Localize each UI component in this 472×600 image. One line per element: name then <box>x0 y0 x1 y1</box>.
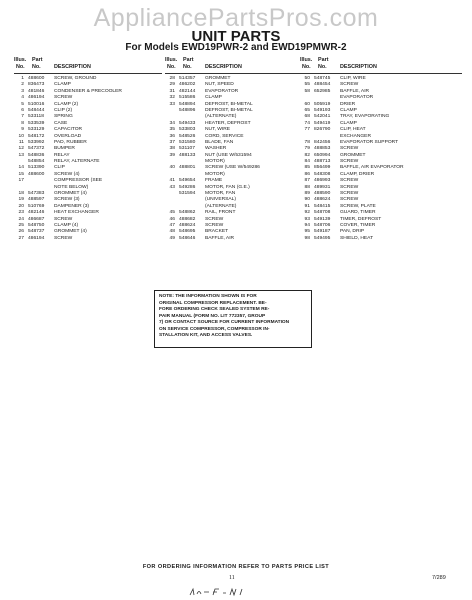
illus-number: 68 <box>304 114 310 120</box>
illus-number: 28 <box>169 76 175 81</box>
parts-row <box>300 236 462 242</box>
illus-number: 95 <box>304 229 310 235</box>
illus-header-label: Illus. <box>165 57 178 63</box>
part-description: CLAMP <box>340 120 357 126</box>
ordering-footer: FOR ORDERING INFORMATION REFER TO PARTS PRICE LIST <box>142 564 330 570</box>
part-number: 488624 <box>314 197 331 203</box>
part-number: 856499 <box>314 165 331 171</box>
part-description: BRACKET <box>205 229 229 235</box>
part-description: HEATER, DEFROST <box>205 120 251 126</box>
page-title: UNIT PARTS <box>191 28 281 45</box>
illus-number: 3 <box>21 88 24 94</box>
part-description: CORD, SERVICE <box>205 133 244 139</box>
illus-number: 9 <box>21 127 24 133</box>
part-description: NOTE BELOW) <box>54 184 89 190</box>
part-number: 486194 <box>28 95 45 101</box>
part-description: DRIER <box>340 101 356 107</box>
part-description: CONDENSER & PRECOOLER <box>54 88 122 94</box>
parts-column-1 <box>14 57 162 242</box>
part-number: 486202 <box>179 82 196 88</box>
illus-number: 84 <box>304 159 310 165</box>
part-description: HEAT EXCHANGER <box>54 210 99 216</box>
part-description: CLAMP, DRIER <box>340 171 375 177</box>
part-header-label: Part <box>183 57 194 63</box>
part-description: DEFROST, BI-METAL <box>205 101 253 107</box>
part-header-label: Part <box>318 57 329 63</box>
illus-number: 90 <box>304 197 310 203</box>
illus-number: 13 <box>18 152 24 158</box>
illus-number: 87 <box>304 178 310 184</box>
note-line: PAIR MANUAL (FORM NO. LIT 772357, GROUP <box>159 313 266 319</box>
part-number: 513390 <box>28 165 45 171</box>
part-number: 488682 <box>179 216 196 222</box>
part-number: 548308 <box>314 171 331 177</box>
part-description: EVAPORATOR <box>340 95 374 101</box>
page-subtitle: For Models EWD19PWR-2 and EWD19PMWR-2 <box>125 42 347 53</box>
part-number: 533803 <box>179 127 196 133</box>
part-description: CLAMP <box>340 107 357 113</box>
part-description: COMPRESSOR (SEE <box>54 178 103 184</box>
part-number: 548894 <box>179 101 196 107</box>
illus-number: 19 <box>18 197 24 203</box>
description-header: DESCRIPTION <box>205 64 242 70</box>
illus-number: 1 <box>21 76 24 81</box>
illus-number: 86 <box>304 171 310 177</box>
part-no-header: No. <box>183 64 192 70</box>
part-number: 549286 <box>179 184 196 190</box>
note-line: ORIGINAL COMPRESSOR REPLACEMENT. BE- <box>159 300 267 306</box>
part-number: 510016 <box>28 101 45 107</box>
note-line: ON SERVICE COMPRESSOR, COMPRESSOR IN- <box>159 326 270 332</box>
part-number: 531594 <box>179 191 196 197</box>
illus-number: 5 <box>21 101 24 107</box>
part-number: 548415 <box>314 203 331 209</box>
illus-number: 74 <box>304 120 310 126</box>
part-number: 533129 <box>28 127 45 133</box>
illus-number: 46 <box>169 216 175 222</box>
part-description: BAFFLE, AIR EVAPORATOR <box>340 165 404 171</box>
part-description: (ALTERNATE) <box>205 203 237 209</box>
part-description: GROMMET (4) <box>54 191 87 197</box>
part-description: SCREW <box>205 222 224 228</box>
illus-number: 47 <box>169 222 175 228</box>
illus-header-label: Illus. <box>300 57 313 63</box>
part-number: 481846 <box>28 88 45 94</box>
part-description: TRAY, EVAPORATING <box>340 114 390 120</box>
part-number: 549187 <box>314 229 331 235</box>
part-description: CAPACITOR <box>54 127 83 133</box>
part-description: GUARD, TIMER <box>340 210 376 216</box>
part-number: 548836 <box>28 152 45 158</box>
illus-header-label: Illus. <box>14 57 27 63</box>
parts-row <box>14 236 162 242</box>
part-description: SHIELD, HEAT <box>340 235 374 241</box>
illus-number: 14 <box>18 165 24 171</box>
illus-number: 29 <box>169 82 175 88</box>
part-description: DAMPENER (3) <box>54 203 90 209</box>
part-number: 488801 <box>179 165 196 171</box>
part-number: 548750 <box>28 222 45 228</box>
part-description: SCREW, GROUND <box>54 76 97 81</box>
illus-number: 40 <box>169 165 175 171</box>
part-description: RAIL, FRONT <box>205 210 236 216</box>
part-number: 650994 <box>314 152 331 158</box>
parts-rows <box>300 76 462 242</box>
part-description: CLIP (2) <box>54 107 73 113</box>
illus-number: 78 <box>304 139 310 145</box>
part-description: SPRING <box>54 114 73 120</box>
note-line: FORE ORDERING CHECK SEALED SYSTEM RE- <box>159 307 270 312</box>
illus-number: 79 <box>304 146 310 152</box>
part-number: 531580 <box>179 139 196 145</box>
part-description: EXCHANGER <box>340 133 371 139</box>
part-number: 488600 <box>28 171 45 177</box>
illus-number: 60 <box>304 101 310 107</box>
part-description: SCREW <box>340 159 359 165</box>
part-description: WASHER <box>205 146 227 152</box>
part-description: CLIP, WIRE <box>340 76 366 81</box>
illus-number: 45 <box>169 210 175 216</box>
part-number: 482144 <box>179 88 196 94</box>
part-number: 547383 <box>28 191 45 197</box>
part-description: SCREW (3) <box>54 197 80 203</box>
part-number: 510769 <box>28 203 45 209</box>
part-number: 505919 <box>314 101 331 107</box>
part-number: 548737 <box>28 229 45 235</box>
illus-number: 4 <box>21 95 24 101</box>
column-header <box>300 57 462 74</box>
part-number: 548646 <box>179 235 196 241</box>
part-description: CASE <box>54 120 68 126</box>
part-description: EVAPORATOR SUPPORT <box>340 139 399 145</box>
illus-number: 58 <box>304 88 310 94</box>
description-header: DESCRIPTION <box>340 64 377 70</box>
part-number: 482146 <box>28 210 45 216</box>
illus-number: 2 <box>21 82 24 88</box>
part-number: 836473 <box>28 82 45 88</box>
part-description: SCREW <box>54 235 73 241</box>
illus-number: 31 <box>169 88 175 94</box>
illus-number: 23 <box>18 210 24 216</box>
compressor-note-box <box>154 290 312 348</box>
part-number: 533539 <box>28 120 45 126</box>
part-number: 652985 <box>314 88 331 94</box>
part-description: MOTOR) <box>205 171 225 177</box>
illus-number: 93 <box>304 216 310 222</box>
illus-number: 39 <box>169 152 175 158</box>
parts-row <box>165 236 302 242</box>
illus-number: 50 <box>304 76 310 81</box>
part-description: BAFFLE, AIR <box>340 88 370 94</box>
part-number: 548526 <box>179 133 196 139</box>
illus-number: 82 <box>304 152 310 158</box>
parts-rows <box>14 76 162 242</box>
illus-number: 36 <box>169 133 175 139</box>
part-number: 488624 <box>179 222 196 228</box>
part-number: 488454 <box>314 82 331 88</box>
part-description: MOTOR) <box>205 159 225 165</box>
description-header: DESCRIPTION <box>54 64 91 70</box>
part-description: BLADE, FAN <box>205 139 234 145</box>
part-number: 488600 <box>28 76 45 81</box>
column-header <box>165 57 302 74</box>
part-description: SCREW <box>205 216 224 222</box>
part-number: 549193 <box>314 107 331 113</box>
illus-no-header: No. <box>167 64 176 70</box>
illus-number: 26 <box>18 229 24 235</box>
part-description: CLIP, HEAT <box>340 127 366 133</box>
illus-number: 6 <box>21 107 24 113</box>
illus-no-header: No. <box>16 64 25 70</box>
part-number: 486687 <box>28 216 45 222</box>
part-number: 548896 <box>179 107 196 113</box>
part-description: FRAME <box>205 178 223 184</box>
illus-number: 65 <box>304 107 310 113</box>
part-description: PAN, DRIP <box>340 229 365 235</box>
part-number: 533992 <box>28 139 45 145</box>
part-number: 548745 <box>314 76 331 81</box>
part-description: GROMMET <box>205 76 231 81</box>
part-number: 549495 <box>314 235 331 241</box>
part-description: CLAMP (2) <box>54 101 79 107</box>
parts-rows <box>165 76 302 242</box>
illus-number: 49 <box>169 235 175 241</box>
part-description: GROMMET (4) <box>54 229 87 235</box>
note-line: 7) OR CONTACT SOURCE FOR CURRENT INFORMATION <box>159 320 290 325</box>
illus-no-header: No. <box>302 64 311 70</box>
part-number: 514357 <box>179 76 196 81</box>
part-description: CLAMP (4) <box>54 222 79 228</box>
part-no-header: No. <box>32 64 41 70</box>
part-description: SCREW, PLATE <box>340 203 376 209</box>
part-number: 533118 <box>28 114 44 120</box>
part-number: 486993 <box>314 178 331 184</box>
illus-number: 15 <box>18 171 24 177</box>
part-description: NUT (USE W/531594 <box>205 152 252 158</box>
part-number: 488133 <box>179 152 196 158</box>
part-description: RELAY, ALTERNATE <box>54 159 100 165</box>
part-description: EVAPORATOR <box>205 88 239 94</box>
part-description: SCREW <box>340 146 359 152</box>
column-header <box>14 57 162 74</box>
part-number: 531107 <box>179 146 195 152</box>
illus-number: 33 <box>169 101 175 107</box>
part-number: 488713 <box>314 159 331 165</box>
part-description: NUT, WIRE <box>205 127 230 133</box>
part-description: RELAY <box>54 152 70 158</box>
part-number: 547372 <box>28 146 45 152</box>
part-description: GROMMET <box>340 152 366 158</box>
part-number: 489931 <box>314 184 331 190</box>
part-description: SCREW (4) <box>54 171 80 177</box>
illus-number: 92 <box>304 210 310 216</box>
illus-number: 88 <box>304 184 310 190</box>
part-number: 515586 <box>179 95 196 101</box>
illus-number: 55 <box>304 82 310 88</box>
part-number: 548706 <box>314 222 331 228</box>
illus-number: 34 <box>169 120 175 126</box>
illus-number: 37 <box>169 139 175 145</box>
part-description: SCREW (USE W/549286 <box>205 165 260 171</box>
part-number: 542041 <box>314 114 331 120</box>
part-description: OVERLOAD <box>54 133 82 139</box>
part-description: (ALTERNATE) <box>205 114 237 120</box>
illus-number: 18 <box>18 191 24 197</box>
illus-number: 35 <box>169 127 175 133</box>
part-header-label: Part <box>32 57 43 63</box>
part-number: 549433 <box>179 120 196 126</box>
part-no-header: No. <box>318 64 327 70</box>
part-number: 826790 <box>314 127 331 133</box>
illus-number: 10 <box>18 133 24 139</box>
parts-column-3 <box>300 57 462 242</box>
illus-number: 85 <box>304 165 310 171</box>
illus-number: 12 <box>18 146 24 152</box>
handwritten-mark <box>186 586 256 598</box>
part-description: SCREW <box>340 184 359 190</box>
part-number: 488853 <box>314 146 331 152</box>
illus-number: 91 <box>304 203 310 209</box>
illus-number: 11 <box>18 139 24 145</box>
parts-column-2 <box>165 57 302 242</box>
illus-number: 25 <box>18 222 24 228</box>
part-description: CLIP <box>54 165 65 171</box>
part-description: DEFROST, BI-METAL <box>205 107 253 113</box>
part-number: 548172 <box>28 133 45 139</box>
part-number: 549139 <box>314 216 331 222</box>
part-description: CLAMP <box>54 82 71 88</box>
part-description: SCREW <box>54 95 73 101</box>
part-description: TIMER, DEFROST <box>340 216 382 222</box>
part-description: MOTOR, FAN <box>205 191 236 197</box>
part-number: 549419 <box>314 120 331 126</box>
part-description: COVER, TIMER <box>340 222 376 228</box>
part-number: 486194 <box>28 235 45 241</box>
part-description: SCREW <box>340 197 359 203</box>
part-number: 488597 <box>28 197 45 203</box>
note-line: NOTE: THE INFORMATION SHOWN IS FOR <box>159 294 257 299</box>
part-description: NUT, SPEED <box>205 82 234 88</box>
part-description: SCREW <box>340 178 359 184</box>
illus-number: 17 <box>18 178 24 184</box>
note-line: STALLATION KIT, AND ACCESS VALVES. <box>159 333 253 338</box>
watermark-text: AppliancePartsPros.com <box>93 4 379 32</box>
illus-number: 24 <box>18 216 24 222</box>
illus-number: 94 <box>304 222 310 228</box>
part-description: PAD, RUBBER <box>54 139 87 145</box>
part-number: 548854 <box>28 159 45 165</box>
illus-number: 41 <box>169 178 175 184</box>
illus-number: 98 <box>304 235 310 241</box>
part-number: 548862 <box>179 210 196 216</box>
part-number: 548708 <box>314 210 331 216</box>
part-number: 548695 <box>179 229 196 235</box>
part-description: BUMPER <box>54 146 75 152</box>
document-id: 7/289 <box>432 575 446 581</box>
illus-number: 48 <box>169 229 175 235</box>
part-description: (UNIVERSAL) <box>205 197 236 203</box>
illus-number: 7 <box>21 114 24 120</box>
part-description: CLAMP <box>205 95 222 101</box>
part-number: 488590 <box>314 191 331 197</box>
illus-number: 20 <box>18 203 24 209</box>
part-number: 548444 <box>28 107 45 113</box>
part-description: SCREW <box>54 216 73 222</box>
part-description: MOTOR, FAN (G.E.) <box>205 184 250 190</box>
part-description: SCREW <box>340 82 359 88</box>
illus-number: 8 <box>21 120 24 126</box>
part-description: SCREW <box>340 191 359 197</box>
part-number: 549654 <box>179 178 196 184</box>
illus-number: 89 <box>304 191 310 197</box>
illus-number: 32 <box>169 95 175 101</box>
illus-number: 43 <box>169 184 175 190</box>
page-number: 11 <box>229 575 235 581</box>
illus-number: 38 <box>169 146 175 152</box>
part-number: 842456 <box>314 139 331 145</box>
illus-number: 77 <box>304 127 310 133</box>
illus-number: 27 <box>18 235 24 241</box>
part-description: BAFFLE, AIR <box>205 235 235 241</box>
